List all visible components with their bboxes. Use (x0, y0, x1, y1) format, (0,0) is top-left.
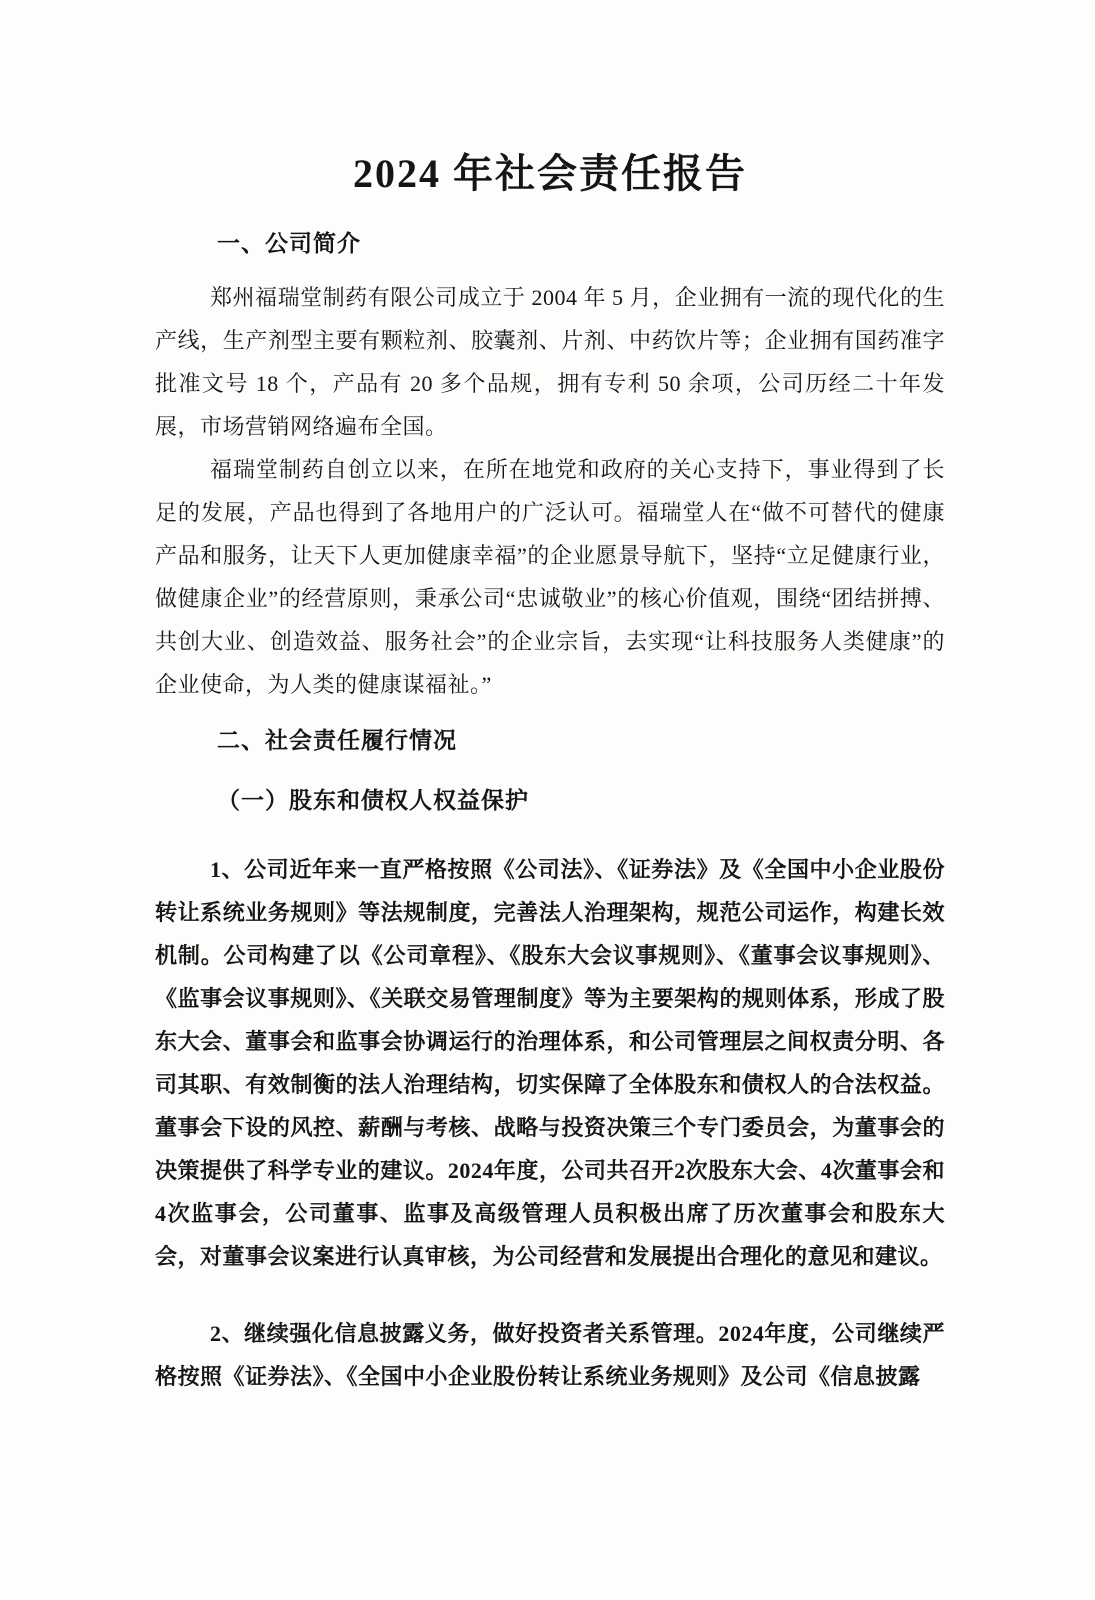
section-heading-company-intro: 一、公司简介 (217, 231, 361, 256)
paragraph-company-mission: 福瑞堂制药自创立以来，在所在地党和政府的关心支持下，事业得到了长足的发展，产品也得到了各地用户的广泛认可。福瑞堂人在“做不可替代的健康产品和服务，让天下人更加健康幸福”的企业愿景导航下，坚持“立足健康行业，做健康企业”的经营原则，秉承公司“忠诚敬业”的核心价值观，围绕“团结拼搏、共创大业、创造效益、服务社会”的企业宗旨，去实现“让科技服务人类健康”的企业使命，为人类的健康谋福祉。” (155, 457, 945, 697)
paragraph-information-disclosure: 2、继续强化信息披露义务，做好投资者关系管理。2024年度，公司继续严格按照《证券法》、《全国中小企业股份转让系统业务规则》及公司《信息披露 (155, 1321, 945, 1389)
paragraph-company-overview: 郑州福瑞堂制药有限公司成立于 2004 年 5 月，企业拥有一流的现代化的生产线，生产剂型主要有颗粒剂、胶囊剂、片剂、中药饮片等；企业拥有国药准字批准文号 18 个，产品有 20 多个品规，拥有专利 50 余项，公司历经二十年发展，市场营销网络遍布全国。 (155, 285, 945, 439)
paragraph-corporate-governance: 1、公司近年来一直严格按照《公司法》、《证券法》及《全国中小企业股份转让系统业务规则》等法规制度，完善法人治理架构，规范公司运作，构建长效机制。公司构建了以《公司章程》、《股东大会议事规则》、《董事会议事规则》、《监事会议事规则》、《关联交易管理制度》等为主要架构的规则体系，形成了股东大会、董事会和监事会协调运行的治理体系，和公司管理层之间权责分明、各司其职、有效制衡的法人治理结构，切实保障了全体股东和债权人的合法权益。董事会下设的风控、薪酬与考核、战略与投资决策三个专门委员会，为董事会的决策提供了科学专业的建议。2024年度，公司共召开2次股东大会、4次董事会和4次监事会，公司董事、监事及高级管理人员积极出席了历次董事会和股东大会，对董事会议案进行认真审核，为公司经营和发展提出合理化的意见和建议。 (155, 857, 945, 1269)
section-heading-responsibility: 二、社会责任履行情况 (217, 728, 457, 753)
report-title: 2024 年社会责任报告 (353, 151, 747, 196)
subsection-heading-shareholder-protection: （一）股东和债权人权益保护 (217, 788, 529, 813)
